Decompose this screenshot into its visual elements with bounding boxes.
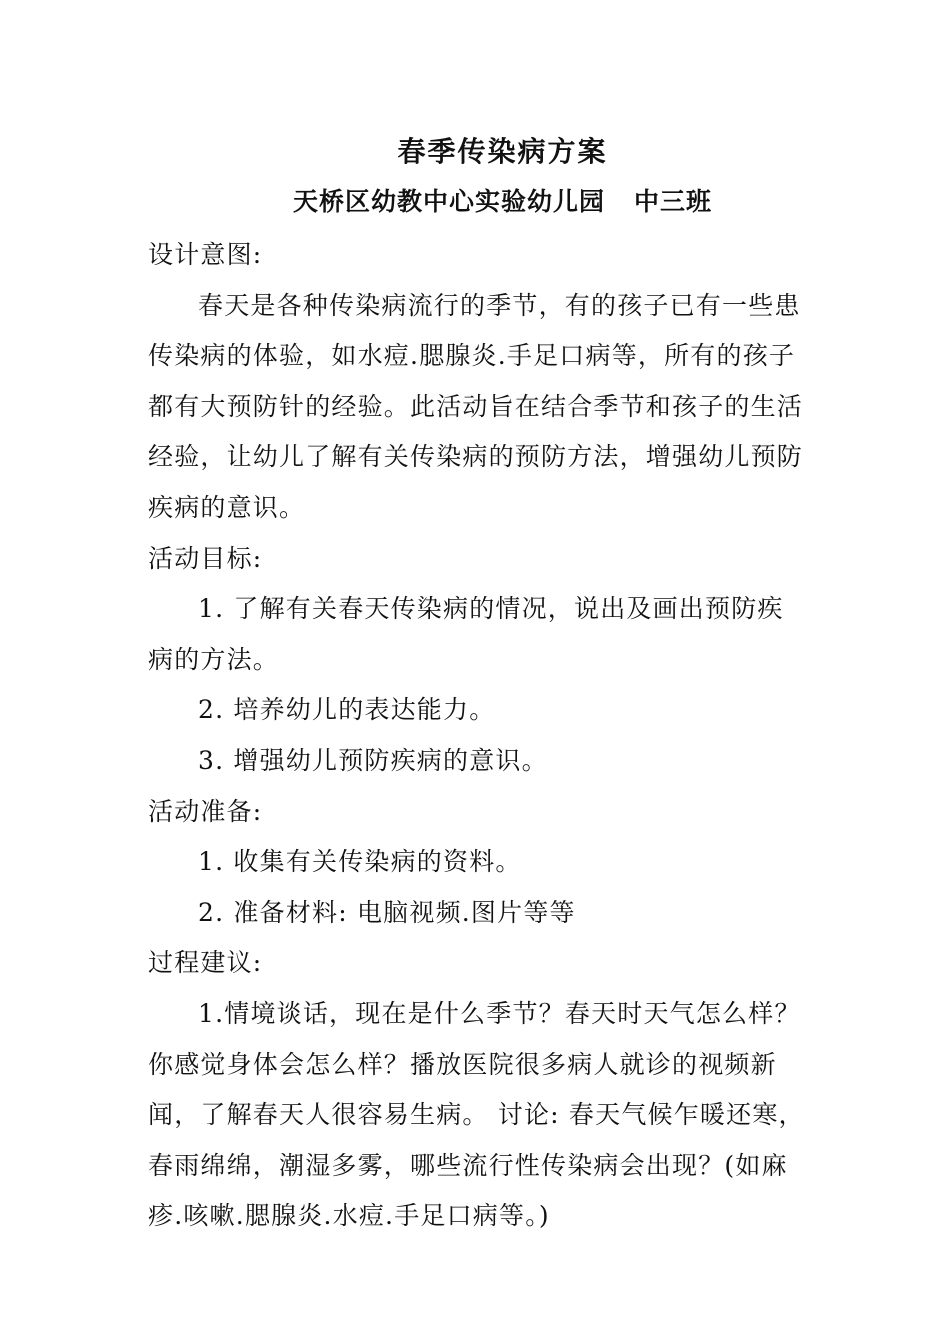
preparation-heading: 活动准备: (148, 796, 263, 826)
preparation-item: 1. 收集有关传染病的资料。 (198, 847, 522, 877)
goal-item: 1. 了解有关春天传染病的情况，说出及画出预防疾病的方法。 (148, 594, 784, 674)
design-intent-paragraph: 春天是各种传染病流行的季节，有的孩子已有一些患传染病的体验，如水痘.腮腺炎.手足口病等，所有的孩子都有大预防针的经验。此活动旨在结合季节和孩子的生活经验，让幼儿了解有关传染病的预防方法，增强幼儿预防疾病的意识。 (148, 290, 804, 522)
process-paragraph: 1.情境谈话，现在是什么季节？春天时天气怎么样？你感觉身体会怎么样？播放医院很多病人就诊的视频新闻，了解春天人很容易生病。 讨论: 春天气候乍暖还寒，春雨绵绵，潮湿多雾，哪些流行性传染病会出现？(如麻疹.咳嗽.腮腺炎.水痘.手足口病等。) (148, 998, 805, 1231)
document-subtitle: 天桥区幼教中心实验幼儿园 中三班 (292, 187, 713, 216)
preparation-item: 2. 准备材料: 电脑视频.图片等等 (198, 897, 576, 927)
process-heading: 过程建议: (148, 948, 263, 978)
goal-item: 3. 增强幼儿预防疾病的意识。 (198, 745, 548, 775)
design-intent-heading: 设计意图: (148, 240, 263, 269)
goals-heading: 活动目标: (148, 543, 263, 573)
goal-item: 2. 培养幼儿的表达能力。 (198, 695, 496, 725)
document-body (148, 230, 808, 1242)
document-title: 春季传染病方案 (397, 135, 608, 168)
